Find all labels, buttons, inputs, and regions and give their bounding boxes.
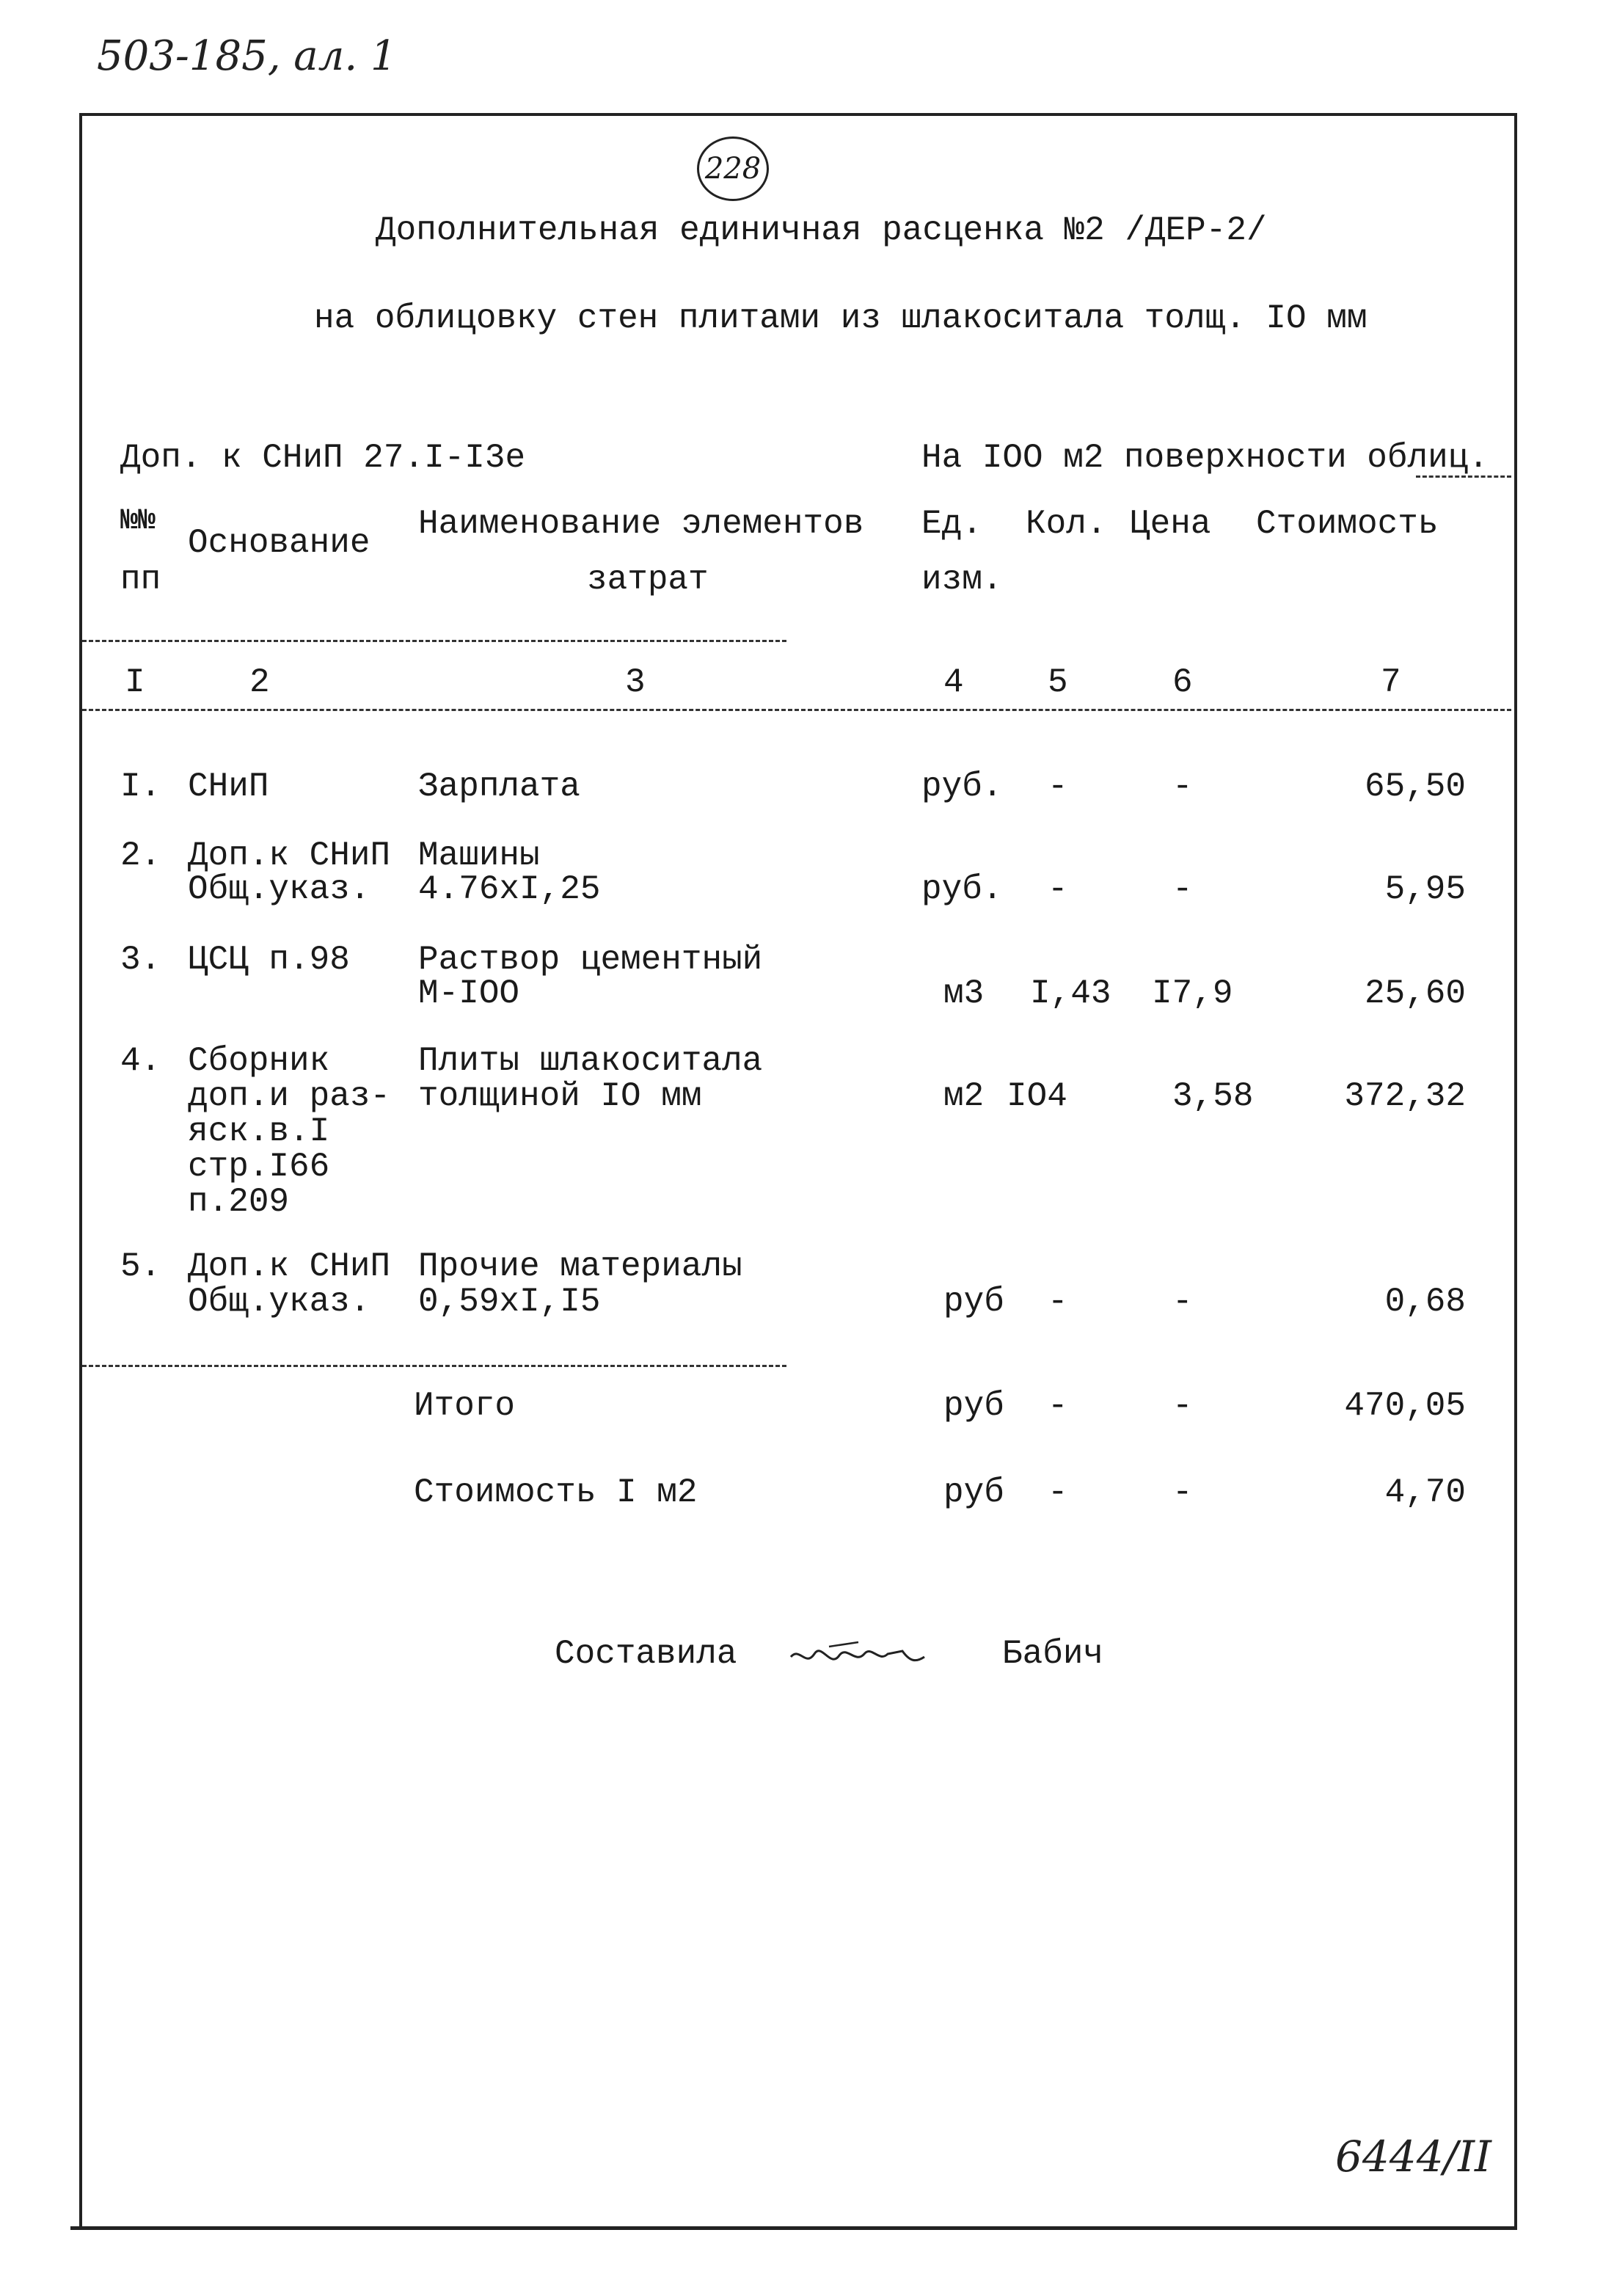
total-qty: -: [1048, 1387, 1068, 1425]
row-4-name-line1: Плиты шлакоситала: [418, 1042, 763, 1080]
per-m2-price: -: [1172, 1473, 1193, 1512]
header-unit-line1: Ед.: [921, 505, 982, 543]
row-3-cost: 25,60: [1364, 974, 1466, 1013]
row-1-name: Зарплата: [418, 768, 580, 806]
colnum-6: 6: [1172, 663, 1193, 701]
row-5-basis-line1: Доп.к СНиП: [188, 1247, 391, 1286]
row-4-qty: IO4: [1007, 1077, 1067, 1115]
compiler-name: Бабич: [1002, 1635, 1104, 1673]
handwritten-signature: [785, 1625, 932, 1683]
colnum-7: 7: [1381, 663, 1401, 701]
header-basis: Основание: [188, 524, 370, 562]
header-unit-line2: изм.: [921, 561, 1003, 599]
handwritten-reference: 503-185, ал. 1: [97, 32, 397, 80]
header-num-line1: №№: [120, 505, 156, 538]
per-m2-unit: руб: [943, 1473, 1004, 1512]
row-5-num: 5.: [120, 1247, 161, 1286]
header-separator: [82, 640, 786, 642]
row-2-num: 2.: [120, 837, 161, 875]
row-3-unit: м3: [943, 974, 985, 1013]
header-num-line2: пп: [120, 561, 161, 599]
header-name-line1: Наименование элементов: [418, 505, 864, 543]
row-1-qty: -: [1048, 768, 1068, 806]
header-name-line2: затрат: [587, 561, 709, 599]
compiled-by-label: Составила: [555, 1635, 737, 1673]
circled-page-number: 228: [697, 136, 769, 201]
row-2-basis-line1: Доп.к СНиП: [188, 837, 391, 875]
row-3-qty: I,43: [1030, 974, 1111, 1013]
per-m2-label: Стоимость I м2: [414, 1473, 698, 1512]
row-4-basis-line3: яск.в.I: [188, 1112, 330, 1151]
frame-right-line: [1514, 113, 1517, 2228]
row-4-cost: 372,32: [1344, 1077, 1466, 1115]
row-1-price: -: [1172, 768, 1193, 806]
row-5-price: -: [1172, 1283, 1193, 1321]
row-5-basis-line2: Общ.указ.: [188, 1283, 370, 1321]
colnum-4: 4: [943, 663, 964, 701]
handwritten-archive-number: 6444/II: [1335, 2132, 1491, 2182]
header-price: Цена: [1130, 505, 1211, 543]
total-unit: руб: [943, 1387, 1004, 1425]
row-3-name-line1: Раствор цементный: [418, 941, 763, 979]
snip-reference: Доп. к СНиП 27.I-I3е: [120, 439, 526, 477]
document-title: Дополнительная единичная расценка №2 /ДЕР-2/: [376, 211, 1267, 249]
frame-bottom-line: [70, 2226, 1517, 2230]
row-4-basis-line5: п.209: [188, 1183, 290, 1221]
row-4-basis-line2: доп.и раз-: [188, 1077, 391, 1115]
row-2-price: -: [1172, 870, 1193, 908]
row-2-cost: 5,95: [1384, 870, 1466, 908]
row-1-num: I.: [120, 768, 161, 806]
unit-of-measure-note: На IOO м2 поверхности облиц.: [921, 439, 1489, 477]
row-2-qty: -: [1048, 870, 1068, 908]
colnum-1: I: [125, 663, 145, 701]
frame-left-line: [79, 113, 82, 2228]
row-5-name-line2: 0,59хI,I5: [418, 1283, 601, 1321]
total-cost: 470,05: [1344, 1387, 1466, 1425]
row-2-basis-line2: Общ.указ.: [188, 870, 370, 908]
row-5-name-line1: Прочие материалы: [418, 1247, 742, 1286]
total-price: -: [1172, 1387, 1193, 1425]
per-m2-cost: 4,70: [1384, 1473, 1466, 1512]
row-2-unit: руб.: [921, 870, 1003, 908]
column-number-separator: [82, 709, 1511, 711]
row-5-qty: -: [1048, 1283, 1068, 1321]
row-4-basis-line1: Сборник: [188, 1042, 330, 1080]
row-5-cost: 0,68: [1384, 1283, 1466, 1321]
colnum-3: 3: [625, 663, 646, 701]
row-3-name-line2: М-IOO: [418, 974, 520, 1013]
colnum-5: 5: [1048, 663, 1068, 701]
header-cost: Стоимость: [1256, 505, 1439, 543]
row-4-unit: м2: [943, 1077, 985, 1115]
document-subtitle: на облицовку стен плитами из шлакоситала толщ. IO мм: [314, 299, 1368, 338]
colnum-2: 2: [249, 663, 270, 701]
row-4-basis-line4: стр.I66: [188, 1148, 330, 1186]
row-4-price: 3,58: [1172, 1077, 1254, 1115]
total-label: Итого: [414, 1387, 516, 1425]
row-3-basis: ЦСЦ п.98: [188, 941, 350, 979]
row-5-unit: руб: [943, 1283, 1004, 1321]
row-3-price: I7,9: [1152, 974, 1233, 1013]
header-qty: Кол.: [1026, 505, 1107, 543]
row-2-name-line2: 4.76хI,25: [418, 870, 601, 908]
row-1-unit: руб.: [921, 768, 1003, 806]
row-4-num: 4.: [120, 1042, 161, 1080]
per-m2-qty: -: [1048, 1473, 1068, 1512]
row-1-basis: СНиП: [188, 768, 269, 806]
row-3-num: 3.: [120, 941, 161, 979]
frame-top-line: [79, 113, 1517, 116]
rows-separator: [82, 1365, 786, 1367]
row-1-cost: 65,50: [1364, 768, 1466, 806]
row-4-name-line2: толщиной IO мм: [418, 1077, 702, 1115]
meta-underline: [1416, 475, 1511, 478]
row-2-name-line1: Машины: [418, 837, 540, 875]
